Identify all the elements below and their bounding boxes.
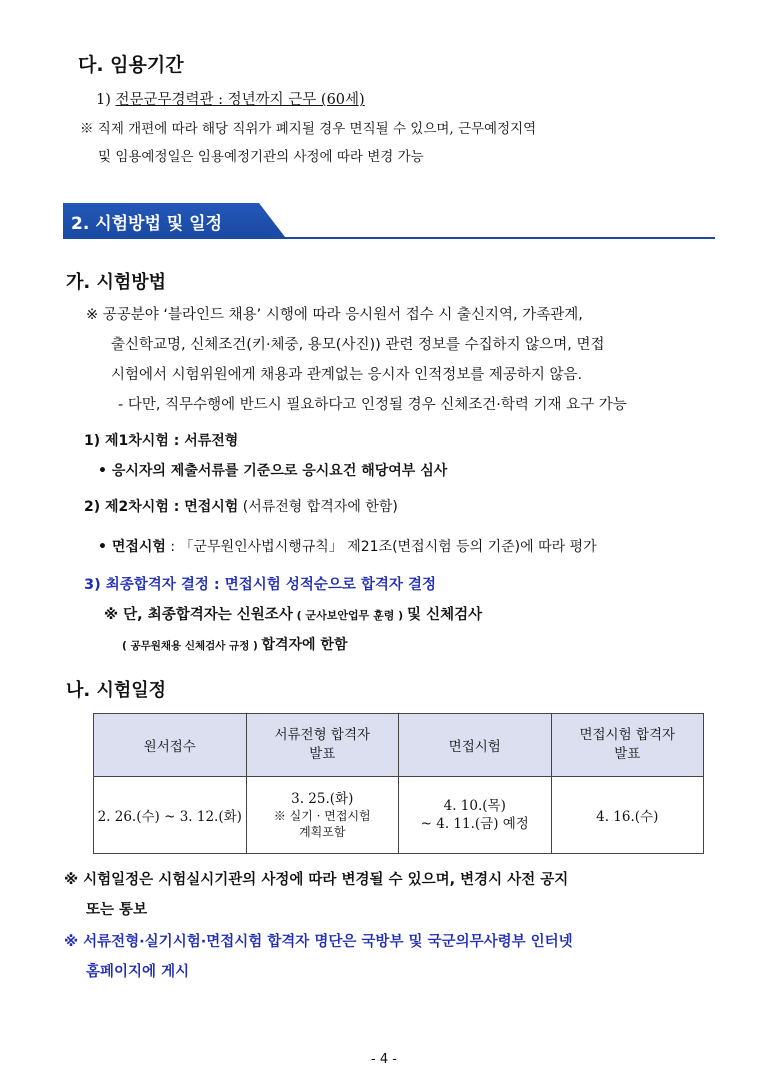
schedule-note-2-line2: 홈페이지에 게시 <box>86 964 190 980</box>
page-number: - 4 - <box>371 1052 397 1067</box>
heading-exam-method: 가. 시험방법 <box>66 272 167 293</box>
exam-step-2-bullet <box>98 536 597 556</box>
appointment-note-line2: 및 임용예정일은 임용예정기관의 사정에 따라 변경 가능 <box>98 149 424 165</box>
exam-step-3-note-line2 <box>122 634 347 654</box>
exam-step-2-bullet-detail: : 「군무원인사법시행규칙」 제21조(면접시험 등의 기준)에 따라 평가 <box>165 539 597 555</box>
note-part-e: 합격자에 한함 <box>261 637 348 653</box>
item-text: 전문군무경력관 : 정년까지 근무 (60세) <box>115 92 365 108</box>
item-number: 1) <box>96 92 111 108</box>
exam-step-3-note-line1 <box>104 603 482 624</box>
appointment-note-line1: ※ 직제 개편에 따라 해당 직위가 폐지될 경우 면직될 수 있으며, 근무예정지역 <box>80 121 537 137</box>
blind-notice-line1: ※ 공공분야 ‘블라인드 채용’ 시행에 따라 응시원서 접수 시 출신지역, 가족관계, <box>86 307 583 323</box>
schedule-note-1-line1: ※ 시험일정은 시험실시기관의 사정에 따라 변경될 수 있으며, 변경시 사전 공지 <box>64 872 569 888</box>
schedule-note-1-line2: 또는 통보 <box>86 902 148 918</box>
note-part-c: 및 신체검사 <box>407 607 483 623</box>
heading-exam-schedule: 나. 시험일정 <box>66 680 167 701</box>
table-cell-interview-result: 4. 16.(수) <box>551 777 704 854</box>
heading-appointment-period: 다. 임용기간 <box>78 54 184 76</box>
table-header-cell: 서류전형 합격자 발표 <box>246 714 399 777</box>
table-row <box>94 777 704 854</box>
schedule-note-2-line1: ※ 서류전형·실기시험·면접시험 합격자 명단은 국방부 및 국군의무사령부 인터넷 <box>64 934 573 950</box>
blind-notice-line4: - 다만, 직무수행에 반드시 필요하다고 인정될 경우 신체조건·학력 기재 요구 가능 <box>118 397 627 413</box>
exam-step-1: 1) 제1차시험 : 서류전형 <box>84 433 239 449</box>
exam-step-1-bullet: • 응시자의 제출서류를 기준으로 응시요건 해당여부 심사 <box>98 463 448 479</box>
exam-step-3: 3) 최종합격자 결정 : 면접시험 성적순으로 합격자 결정 <box>84 577 436 593</box>
table-cell-interview: 4. 10.(목) ~ 4. 11.(금) 예정 <box>399 777 552 854</box>
table-cell-document-result: 3. 25.(화) ※ 실기 · 면접시험 계획포함 <box>246 777 399 854</box>
blind-notice-line3: 시험에서 시험위원에게 채용과 관계없는 응시자 인적정보를 제공하지 않음. <box>111 367 583 383</box>
schedule-table <box>93 713 704 854</box>
note-part-a: ※ 단, 최종합격자는 신원조사 <box>104 607 293 623</box>
table-cell-application: 2. 26.(수) ~ 3. 12.(화) <box>94 777 247 854</box>
exam-step-2-detail: (서류전형 합격자에 한함) <box>238 499 398 515</box>
table-header-cell: 면접시험 <box>399 714 552 777</box>
exam-step-2-title: 2) 제2차시험 : 면접시험 <box>84 499 239 515</box>
table-header-cell: 면접시험 합격자 발표 <box>551 714 704 777</box>
blind-notice-line2: 출신학교명, 신체조건(키·체중, 용모(사진)) 관련 정보를 수집하지 않으며, 면접 <box>111 337 605 353</box>
note-part-d: ( 공무원채용 신체검사 규정 ) <box>122 640 262 652</box>
exam-step-2 <box>84 496 398 516</box>
section-underline <box>63 237 715 239</box>
table-header-row <box>94 714 704 777</box>
table-header-cell: 원서접수 <box>94 714 247 777</box>
note-part-b: ( 군사보안업무 훈령 ) <box>292 609 408 622</box>
appointment-item-1 <box>96 88 365 109</box>
section-header-bar <box>63 203 715 239</box>
exam-step-2-bullet-title: • 면접시험 <box>98 539 166 555</box>
section-title: 2. 시험방법 및 일정 <box>71 214 222 234</box>
